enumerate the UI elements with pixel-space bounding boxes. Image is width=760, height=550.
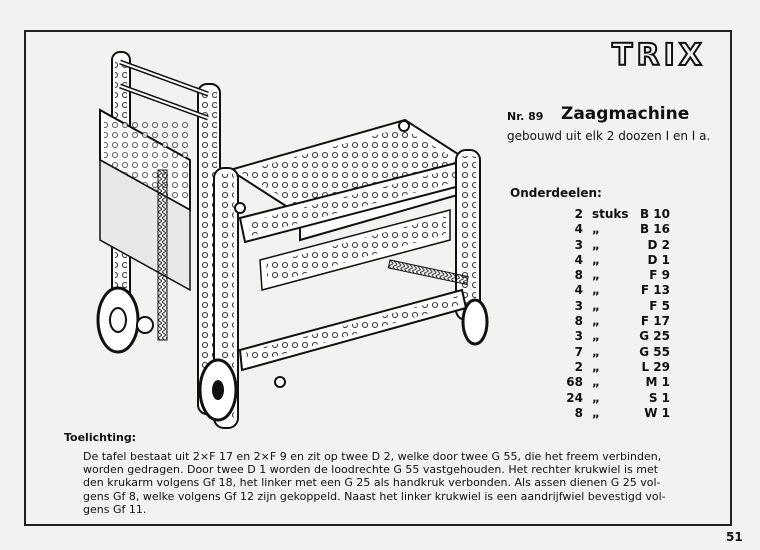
part-unit: „ (592, 222, 600, 237)
part-qty: 2 (574, 359, 583, 374)
part-code: F 13 (640, 283, 670, 298)
part-code: W 1 (644, 405, 670, 420)
parts-row (540, 329, 740, 344)
part-unit: „ (592, 344, 600, 359)
part-qty: 4 (574, 222, 583, 237)
part-qty: 8 (574, 405, 583, 420)
part-unit: „ (592, 268, 600, 283)
parts-row (540, 222, 740, 237)
page-number: 51 (726, 530, 743, 544)
parts-row (540, 360, 740, 375)
model-number: Nr. 89 (507, 110, 544, 123)
parts-heading: Onderdeelen: (510, 186, 602, 200)
part-unit: stuks (592, 207, 629, 221)
part-unit: „ (592, 405, 600, 420)
explanation-line: worden gedragen. Door twee D 1 worden de loodrechte G 55 vastgehouden. Het rechter krukwiel is met (83, 463, 659, 477)
explanation-line: gens Gf 8, welke volgens Gf 12 zijn gekoppeld. Naast het linker krukwiel is een aandrijfwiel bevestigd vol- (83, 489, 666, 503)
parts-row (540, 268, 740, 283)
part-unit: „ (592, 314, 600, 329)
explanation-line: De tafel bestaat uit 2×F 17 en 2×F 9 en zit op twee D 2, welke door twee G 55, die het freem verbinden, (83, 450, 662, 463)
part-qty: 24 (566, 390, 583, 405)
model-title: Zaagmachine (561, 104, 690, 124)
part-qty: 4 (574, 283, 583, 298)
part-unit: „ (592, 252, 600, 267)
part-unit: „ (592, 329, 600, 344)
parts-list (540, 207, 740, 421)
part-qty: 8 (574, 268, 583, 283)
parts-row (540, 391, 740, 406)
part-unit: „ (592, 390, 600, 405)
crank-wheel-right (463, 300, 487, 344)
part-qty: 3 (574, 329, 583, 344)
part-qty: 3 (574, 237, 583, 252)
part-code: F 5 (649, 298, 670, 313)
part-code: D 1 (647, 252, 670, 267)
parts-row (540, 406, 740, 421)
part-qty: 7 (574, 344, 583, 359)
part-unit: „ (592, 359, 600, 374)
parts-row (540, 238, 740, 253)
part-qty: 68 (566, 375, 583, 390)
part-code: D 2 (647, 237, 670, 252)
part-code: M 1 (645, 375, 670, 390)
part-code: B 10 (639, 207, 670, 221)
parts-row (540, 375, 740, 390)
part-code: L 29 (641, 359, 670, 374)
explanation-text (83, 450, 715, 516)
explanation-heading: Toelichting: (64, 431, 137, 444)
part-unit: „ (592, 237, 600, 252)
parts-row (540, 314, 740, 329)
parts-row (540, 283, 740, 298)
model-subtitle: gebouwd uit elk 2 doozen I en I a. (507, 129, 711, 143)
crank-wheel-left (200, 360, 236, 420)
drive-wheel (98, 288, 138, 352)
parts-row (540, 299, 740, 314)
part-code: S 1 (648, 390, 670, 405)
part-qty: 2 (574, 207, 583, 221)
explanation-line: gens Gf 11. (83, 502, 147, 516)
part-code: B 16 (639, 222, 670, 237)
part-unit: „ (592, 298, 600, 313)
part-code: G 25 (639, 329, 670, 344)
part-code: F 9 (649, 268, 670, 283)
part-code: G 55 (639, 344, 670, 359)
part-qty: 4 (574, 252, 583, 267)
part-unit: „ (592, 375, 600, 390)
part-unit: „ (592, 283, 600, 298)
parts-row (540, 253, 740, 268)
parts-row (540, 207, 740, 222)
brand-logo: TRIX (612, 38, 706, 73)
parts-row (540, 345, 740, 360)
explanation-line: den krukarm volgens Gf 18, het linker met een G 25 als handkruk verbonden. Als assen dienen G 25 vol- (83, 476, 661, 490)
saw-machine-illustration (90, 50, 510, 440)
part-qty: 3 (574, 298, 583, 313)
part-code: F 17 (640, 314, 670, 329)
part-qty: 8 (574, 314, 583, 329)
